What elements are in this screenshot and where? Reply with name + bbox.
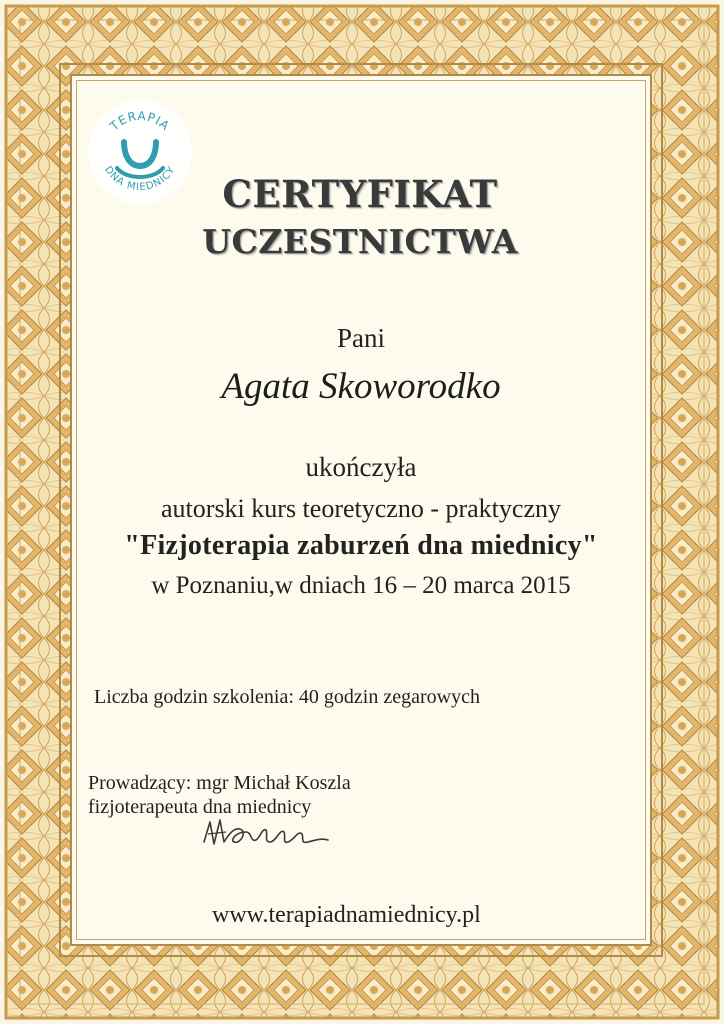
title-line1: CERTYFIKAT (222, 172, 498, 216)
course-name: "Fizjoterapia zaburzeń dna miednicy" (124, 530, 598, 561)
recipient-name: Agata Skoworodko (221, 366, 501, 407)
logo-bottom-text: DNA MIEDNICY (102, 164, 178, 194)
course-type: autorski kurs teoretyczno - praktyczny (161, 494, 561, 523)
title-line2: UCZESTNICTWA (202, 222, 518, 261)
handwritten-signature (196, 812, 336, 856)
training-hours: Liczba godzin szkolenia: 40 godzin zegarowych (94, 686, 480, 708)
instructor-title: fizjoterapeuta dna miednicy (88, 796, 312, 818)
salutation: Pani (336, 323, 385, 353)
website-url[interactable]: www.terapiadnamiednicy.pl (212, 902, 481, 928)
course-place-dates: w Poznaniu,w dniach 16 – 20 marca 2015 (151, 572, 571, 599)
instructor-name: Prowadzący: mgr Michał Koszla (88, 772, 351, 794)
logo-top-text: TERAPIA (107, 108, 173, 134)
completed-text: ukończyła (305, 452, 417, 482)
